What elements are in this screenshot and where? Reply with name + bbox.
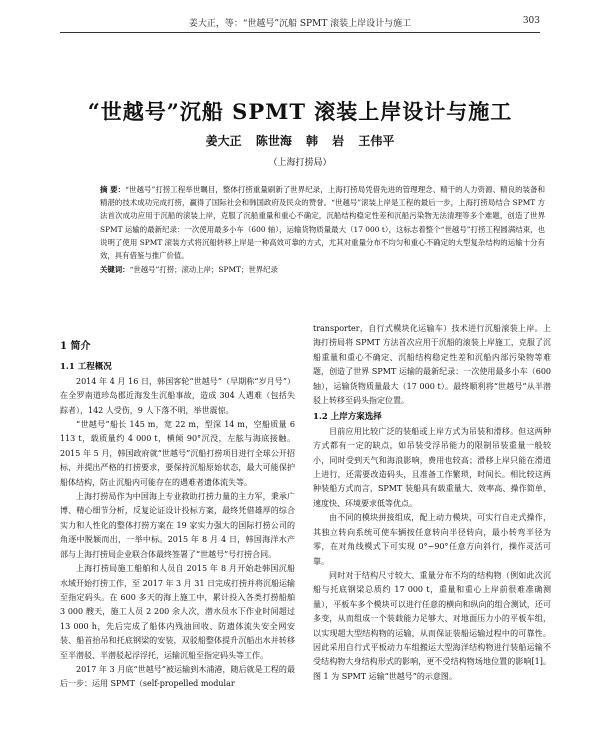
body-paragraph-continued: transporter，自行式模块化运输车）技术进行沉船滚装上岸。上海打捞局将 SPMT 方法首次应用于沉船的滚装上岸施工，克服了沉船重量和重心不确定、沉船结构稳定性差和沉船内部污染物等难题，创造了世界 SPMT 运输的最新纪录：一次使用最多小车（600 轴），运输货物质量最大（17 000 t）。最终顺利将“世越号”从半潜驳上转移至码头指定位置。 [313, 324, 551, 406]
abstract-text: “世越号”打捞工程举世瞩目，整体打捞重量刷新了世界纪录，上海打捞局凭借先进的管理理念、精干的人力资源、精良的装备和精湛的技术成功完成打捞，赢得了国际社会和韩国政府及民众的赞誉。“世越号”滚装上岸是工程的最后一步，上海打捞局结合 SPMT 方法首次成功应用于沉船的滚装上岸，克服了沉船重量和重心不确定，沉船结构稳定性差和沉船污染物无法清理等多个难题，创造了世界 SPMT 运输的最新纪录：一次使用最多小车（600 轴），运输货物质量最大（17 000 t），这标志着整个“世越号”打捞工程圆满结束，也说明了使用 SPMT 滚装方式将沉船转移上岸是一种高效可靠的方式，尤其对重量分布不均匀和重心不确定的大型复杂结构的运输十分有效，具有借鉴与推广价值。 [100, 185, 546, 261]
abstract-label: 摘 要： [100, 185, 126, 194]
body-paragraph: 由不同的模块拼接组成，配上动力模块，可实行自走式操作，其独立转向系统可使车辆按任意转向半径转向，最小转弯半径为零，在对角线模式下可实现 0°~90°任意方向斜行，操作灵活可靠。 [313, 513, 551, 566]
subsection-heading-overview: 1.1 工程概况 [60, 362, 112, 373]
header-rule [60, 32, 540, 33]
body-paragraph: 上海打捞局作为中国海上专业救助打捞力量的主力军，秉承广博、精心细节分析，反复论证设计投标方案，最终凭借雄厚的综合实力和人性化的整体打捞方案在 19 家实力强大的国际打捞公司的角逐中脱颖而出，一举中标。2015 年 8 月 4 日，韩国海洋水产部与上海打捞局企业联合体最终签署了“世越号”号打捞合同。 [60, 492, 295, 559]
keywords-line [100, 263, 545, 276]
left-column [60, 340, 295, 692]
article-title: “世越号”沉船 SPMT 滚装上岸设计与施工 [87, 99, 513, 124]
body-paragraph: 目前应用比较广泛的装船或上岸方式为吊装和滑移。但这两种方式都有一定的缺点，如吊装受浮吊能力的限制吊装重量一般较小，同时受到天气和海浪影响，费用也较高；滑移上岸只能在滑道上进行，还需要改造码头，且准备工作繁琐，时间长。相比较这两种装船方式而言，SPMT 装船具有载重量大、效率高、操作简单、速度快、环境要求低等优点。 [313, 426, 551, 508]
section-heading-intro: 1 简介 [60, 341, 91, 352]
article-affiliation: （上海打捞局） [268, 158, 332, 168]
body-paragraph: 2014 年 4 月 16 日，韩国客轮“世越号”（早期称“岁月号”）在全罗南道珍岛郡近海发生沉船事故，造成 304 人遇难（包括失踪者），142 人受伤，9 人下落不明，举世震惊。 [60, 376, 295, 415]
body-paragraph: “世越号”船长 145 m，宽 22 m，型深 14 m，空船质量 6 113 t，载质量约 4 000 t，横倾 90°沉没，左舷与海底接触。2015 年 5 月，韩国政府就“世越号”沉船打捞项目进行全球公开招标，并提出严格的打捞要求，要保持沉船原始状态，最大可能保护船体结构，防止沉船内可能存在的遇难者遗体流失等。 [60, 420, 295, 487]
body-paragraph: 上海打捞局施工船舶和人员自 2015 年 8 月开始赴韩国沉船水域开始打捞工作，至 2017 年 3 月 31 日完成打捞并将沉船运输至指定码头。在 600 多天的海上施工中，累计投入各类打捞船舶 3 000 艘天，施工人员 2 200 余人次，潜水员水下作业时间超过 13 000 h，先后完成了船体内残油回收、防遗体流失安全网安装、船首抬吊和托底钢梁的安装，双驳船整体提升沉船出水并转移至半潜驳、半潜驳起浮浮托，运输沉船至指定码头等工作。 [60, 564, 295, 660]
running-header [60, 16, 540, 32]
body-paragraph: 同时对于结构尺寸较大、重量分布不均的结构物（例如此次沉船与托底钢梁总质约 17 000 t，重量和重心上岸前很难准确测量），平板车多个模块可以进行任意的横向和纵向的组合测试，还可多变，从而组成一个装载能力足够大、对地面压力小的平板车组，以实现超大型结构物的运输，从而保证装船运输过程中的可靠性。因此采用自行式平板动力车组搬运大型海洋结构物进行装船运输不受结构物大身结构形式的影响，更不受结构物场地位置的影响[1]。图 1 为 SPMT 运输“世越号”的示意图。 [313, 570, 551, 681]
page-number: 303 [522, 16, 540, 26]
right-column [313, 322, 551, 684]
subsection-heading-plan: 1.2 上岸方案选择 [313, 412, 382, 423]
article-authors: 姜大正 陈世海 韩 岩 王伟平 [205, 134, 395, 148]
keywords-text: “世越号”打捞；滚动上岸；SPMT；世界纪录 [129, 265, 278, 275]
abstract-block [100, 183, 545, 276]
keywords-label: 关键词： [100, 265, 130, 275]
body-paragraph: 2017 年 3 月底“世越号”被运输到木浦港，随后就是工程的最后一步：运用 SPMT（self-propelled modular [60, 664, 295, 689]
running-title: 姜大正，等：“世越号”沉船 SPMT 滚装上岸设计与施工 [188, 19, 412, 29]
abstract-paragraph [100, 183, 545, 262]
